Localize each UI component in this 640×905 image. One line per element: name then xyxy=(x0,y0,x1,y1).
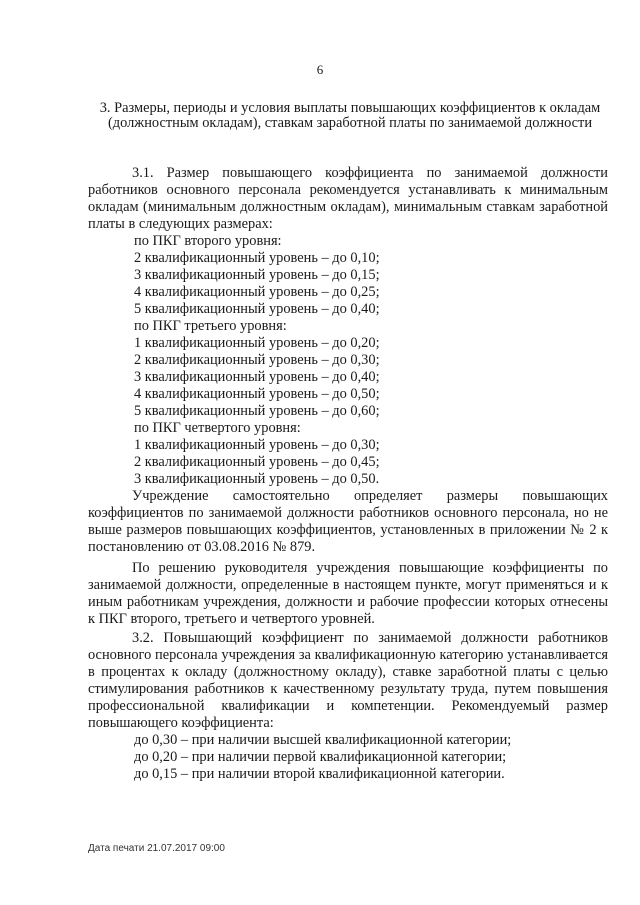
list-item: до 0,15 – при наличии второй квалификационной категории. xyxy=(134,766,505,782)
group-title: по ПКГ третьего уровня: xyxy=(134,318,287,334)
list-item: 3 квалификационный уровень – до 0,15; xyxy=(134,267,380,283)
paragraph-decision: По решению руководителя учреждения повышающие коэффициенты по занимаемой должности, определенные в настоящем пункте, могут применяться и к иным работникам учреждения, должности и рабочие профессии которых отнесены к ПКГ второго, третьего и четвертого уровней. xyxy=(88,560,608,627)
section-heading: 3. Размеры, периоды и условия выплаты повышающих коэффициентов к окладам (должностным окладам), ставкам заработной платы по занимаемой должности xyxy=(99,100,601,131)
list-item: 1 квалификационный уровень – до 0,30; xyxy=(134,437,380,453)
list-item: до 0,20 – при наличии первой квалификационной категории; xyxy=(134,749,507,765)
list-item: 2 квалификационный уровень – до 0,45; xyxy=(134,454,380,470)
document-body xyxy=(88,165,608,783)
list-item: 1 квалификационный уровень – до 0,20; xyxy=(134,335,380,351)
group-title: по ПКГ четвертого уровня: xyxy=(134,420,301,436)
list-item: 5 квалификационный уровень – до 0,40; xyxy=(134,301,380,317)
list-item: 2 квалификационный уровень – до 0,30; xyxy=(134,352,380,368)
list-item: 3 квалификационный уровень – до 0,50. xyxy=(134,471,380,487)
group-title: по ПКГ второго уровня: xyxy=(134,233,282,249)
print-date-footer: Дата печати 21.07.2017 09:00 xyxy=(88,843,225,854)
list-item: 5 квалификационный уровень – до 0,60; xyxy=(134,403,380,419)
page-number: 6 xyxy=(316,62,324,77)
list-item: 4 квалификационный уровень – до 0,50; xyxy=(134,386,380,402)
list-item: 2 квалификационный уровень – до 0,10; xyxy=(134,250,380,266)
list-item: 3 квалификационный уровень – до 0,40; xyxy=(134,369,380,385)
list-item: до 0,30 – при наличии высшей квалификационной категории; xyxy=(134,732,512,748)
paragraph-institution: Учреждение самостоятельно определяет размеры повышающих коэффициентов по занимаемой должности работников основного персонала, но не выше размеров повышающих коэффициентов, установленных в приложении № 2 к постановлению от 03.08.2016 № 879. xyxy=(88,488,608,555)
list-item: 4 квалификационный уровень – до 0,25; xyxy=(134,284,380,300)
section-3-2-text: 3.2. Повышающий коэффициент по занимаемой должности работников основного персонала учреждения за квалификационную категорию устанавливается в процентах к окладу (должностному окладу), ставке заработной платы с целью стимулирования работников к качественному результату труда, путем повышения профессиональной квалификации и компетенции. Рекомендуемый размер повышающего коэффициента: xyxy=(88,630,608,731)
section-3-1-intro: 3.1. Размер повышающего коэффициента по занимаемой должности работников основного персонала рекомендуется устанавливать к минимальным окладам (минимальным должностным окладам), минимальным ставкам заработной платы в следующих размерах: xyxy=(88,165,608,232)
